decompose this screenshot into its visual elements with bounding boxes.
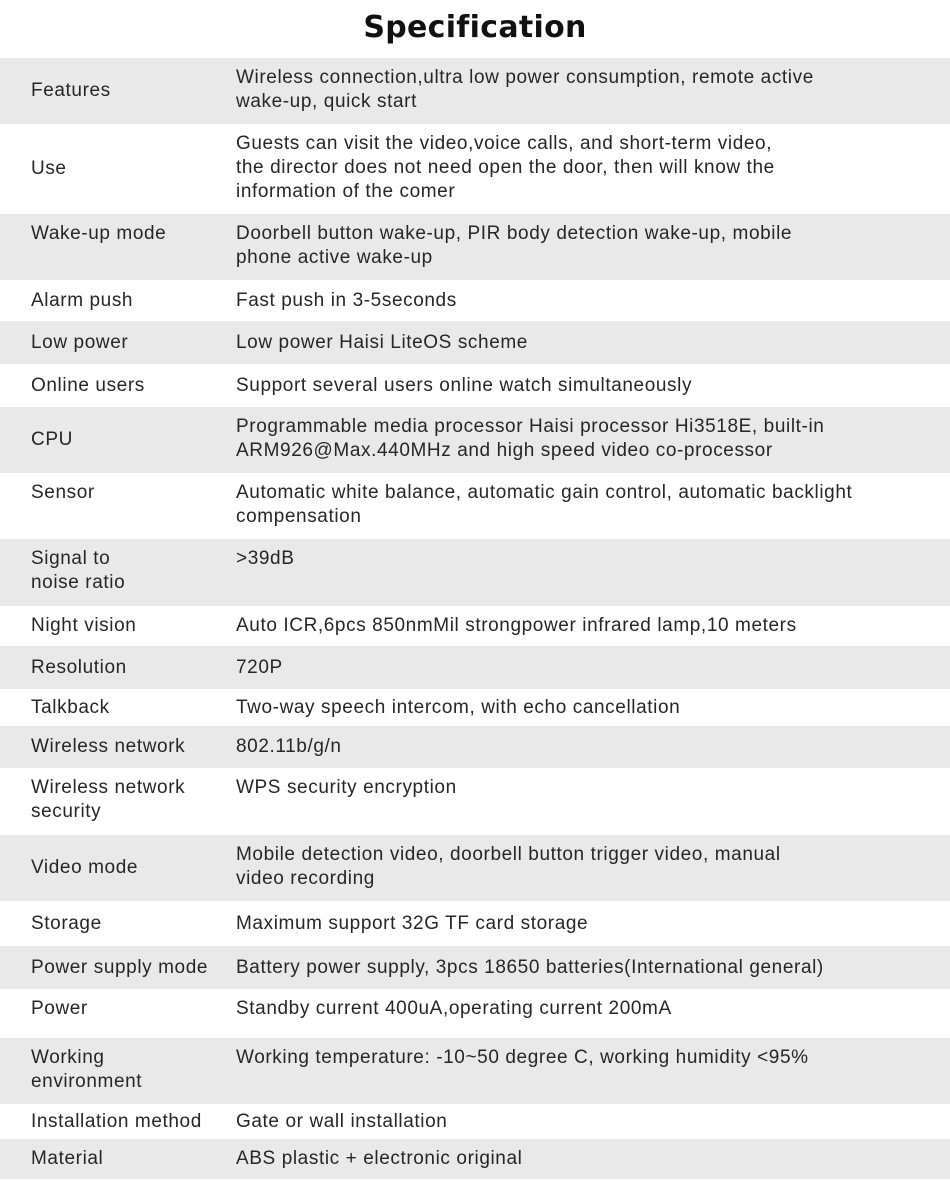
spec-row <box>0 606 950 646</box>
spec-label: Material <box>31 1148 104 1169</box>
spec-label: Storage <box>31 912 102 934</box>
spec-label: Sensor <box>31 482 95 503</box>
spec-label: Power supply mode <box>31 956 209 978</box>
spec-value: Standby current 400uA,operating current 200mA <box>236 998 672 1019</box>
spec-label: Wireless network security <box>31 777 186 822</box>
spec-label: Wireless network <box>31 736 186 757</box>
spec-label: Working environment <box>31 1047 143 1092</box>
page-title: Specification <box>363 10 587 45</box>
spec-row <box>0 124 950 214</box>
spec-row <box>0 989 950 1038</box>
spec-row <box>0 473 950 539</box>
spec-value: Support several users online watch simultaneously <box>236 374 693 396</box>
spec-value: >39dB <box>236 548 295 569</box>
spec-row <box>0 689 950 726</box>
spec-row <box>0 364 950 407</box>
spec-table <box>0 58 950 1179</box>
spec-label: Talkback <box>31 696 110 718</box>
spec-row <box>0 407 950 473</box>
spec-value: Battery power supply, 3pcs 18650 batteries(International general) <box>236 956 824 978</box>
spec-row <box>0 726 950 768</box>
spec-value: Mobile detection video, doorbell button trigger video, manual video recording <box>236 844 781 889</box>
spec-value: Maximum support 32G TF card storage <box>236 912 589 934</box>
spec-value: Gate or wall installation <box>236 1110 448 1132</box>
spec-value: 802.11b/g/n <box>236 736 342 757</box>
spec-row <box>0 1038 950 1104</box>
spec-row <box>0 214 950 280</box>
spec-row <box>0 946 950 989</box>
spec-label: Use <box>31 158 67 179</box>
spec-label: Resolution <box>31 656 127 678</box>
spec-value: Programmable media processor Haisi processor Hi3518E, built-in ARM926@Max.440MHz and high speed video co-processor <box>236 416 825 461</box>
spec-value: Fast push in 3-5seconds <box>236 289 457 311</box>
spec-label: Video mode <box>31 857 139 878</box>
spec-label: Alarm push <box>31 289 134 311</box>
spec-label: Online users <box>31 374 145 396</box>
spec-row <box>0 321 950 364</box>
spec-row <box>0 280 950 321</box>
spec-label: CPU <box>31 429 73 450</box>
spec-label: Night vision <box>31 615 137 636</box>
spec-value: Automatic white balance, automatic gain control, automatic backlight compensation <box>236 482 853 527</box>
spec-row <box>0 901 950 946</box>
spec-value: Auto ICR,6pcs 850nmMil strongpower infrared lamp,10 meters <box>236 615 797 636</box>
spec-row <box>0 58 950 124</box>
spec-value: ABS plastic + electronic original <box>236 1148 523 1169</box>
spec-label: Wake-up mode <box>31 223 167 244</box>
spec-row <box>0 646 950 689</box>
spec-row <box>0 1139 950 1179</box>
spec-value: Working temperature: -10~50 degree C, working humidity <95% <box>236 1047 809 1068</box>
spec-row <box>0 1104 950 1139</box>
spec-label: Features <box>31 80 111 101</box>
spec-value: Doorbell button wake-up, PIR body detection wake-up, mobile phone active wake-up <box>236 223 793 268</box>
spec-row <box>0 539 950 606</box>
spec-row <box>0 768 950 835</box>
spec-row <box>0 835 950 901</box>
spec-label: Power <box>31 998 88 1019</box>
spec-label: Signal to noise ratio <box>31 548 126 593</box>
spec-value: WPS security encryption <box>236 777 457 798</box>
spec-value: Wireless connection,ultra low power consumption, remote active wake-up, quick start <box>236 67 814 112</box>
spec-value: 720P <box>236 656 283 678</box>
spec-label: Low power <box>31 331 129 353</box>
spec-value: Low power Haisi LiteOS scheme <box>236 331 528 353</box>
spec-label: Installation method <box>31 1110 202 1132</box>
spec-value: Two-way speech intercom, with echo cancellation <box>236 696 681 718</box>
spec-value: Guests can visit the video,voice calls, and short-term video, the director does not need open the door, then will know the information of the comer <box>236 133 775 202</box>
